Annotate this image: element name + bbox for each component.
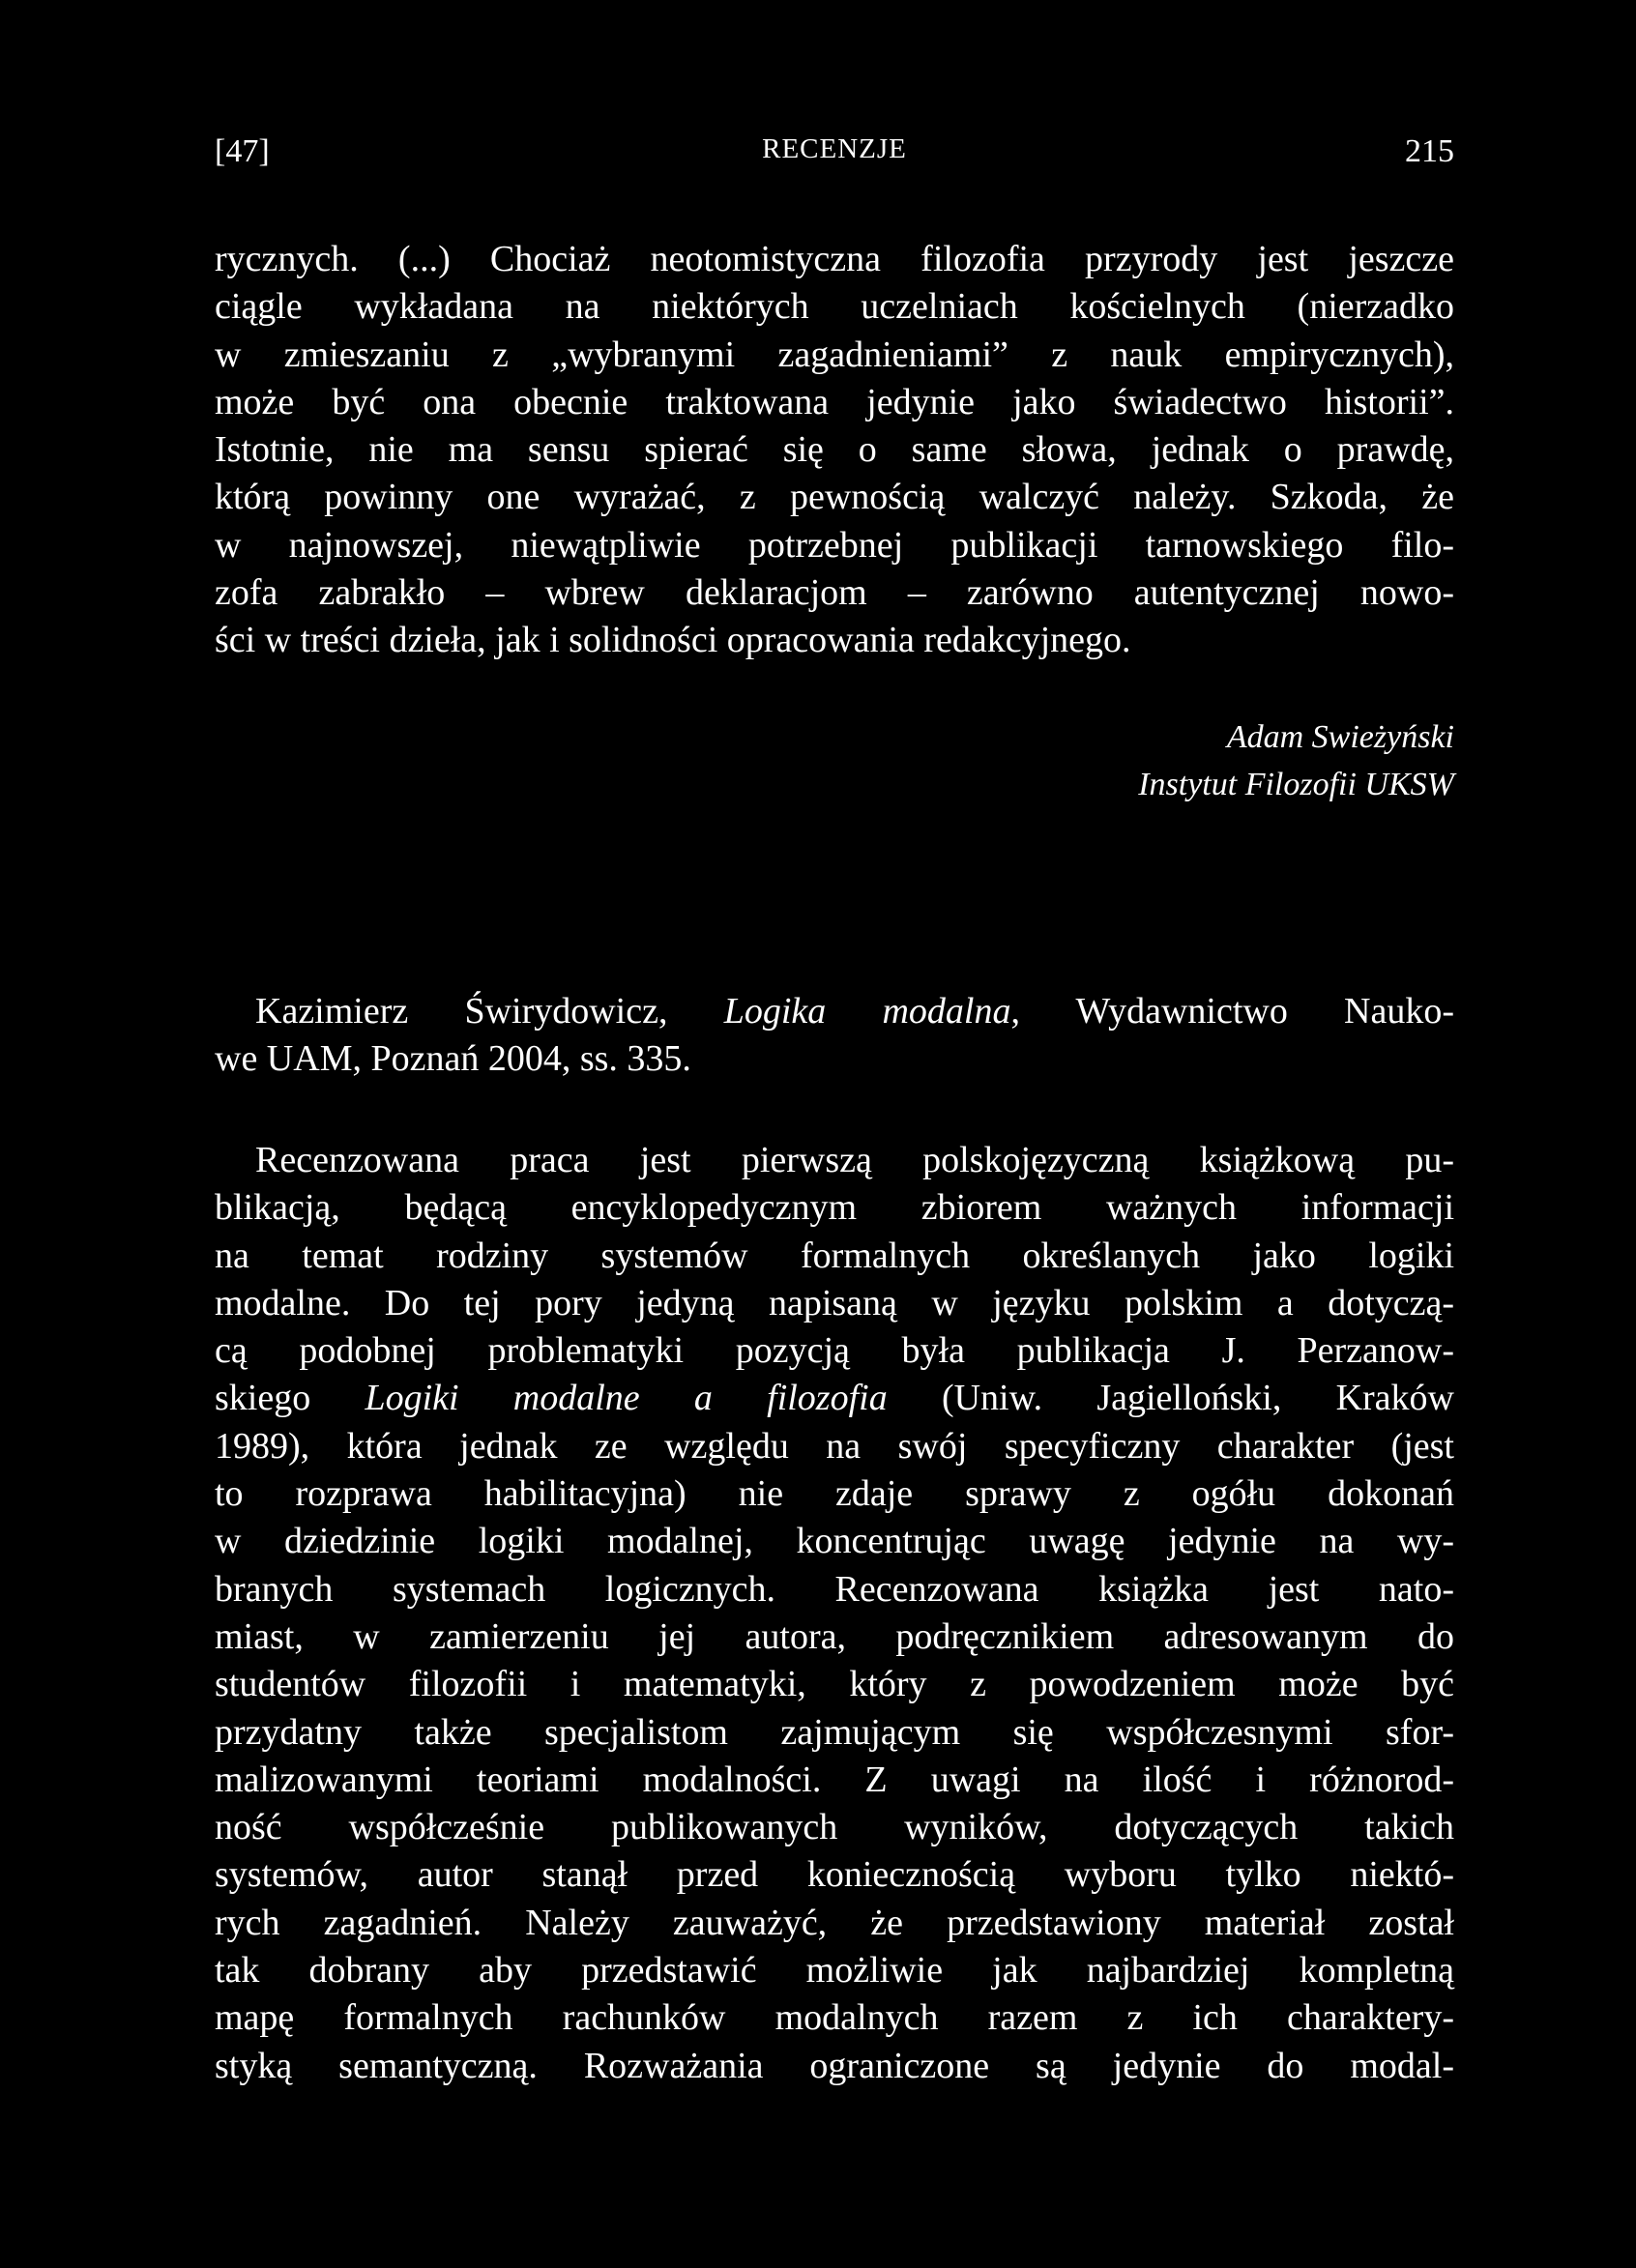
reviewer-signature <box>215 713 1454 809</box>
text-line: rych zagadnień. Należy zauważyć, że przedstawiony materiał został <box>215 1902 1454 1943</box>
text-line: ciągle wykładana na niektórych uczelniach kościelnych (nierzadko <box>215 286 1454 328</box>
text-line: zofa zabrakło – wbrew deklaracjom – zarówno autentycznej nowo- <box>215 572 1454 614</box>
reviewer-institution: Instytut Filozofii UKSW <box>1138 767 1454 803</box>
text-line: tak dobrany aby przedstawić możliwie jak najbardziej kompletną <box>215 1950 1454 1992</box>
review-body-paragraph <box>215 1137 1454 2090</box>
page-number: 215 <box>1405 133 1454 169</box>
text-line: ści w treści dzieła, jak i solidności opracowania redakcyjnego. <box>215 620 1131 661</box>
cited-title: Logiki modalne a filozofia <box>365 1378 888 1419</box>
review-ending-paragraph <box>215 236 1454 665</box>
text-line: modalne. Do tej pory jedyną napisaną w języku polskim a dotyczą- <box>215 1282 1454 1323</box>
book-title: Logika modalna <box>723 991 1011 1032</box>
text-line: blikacją, będącą encyklopedycznym zbiorem ważnych informacji <box>215 1187 1454 1229</box>
text-line: którą powinny one wyrażać, z pewnością walczyć należy. Szkoda, że <box>215 477 1454 518</box>
text-line: w najnowszej, niewątpliwie potrzebnej publikacji tarnowskiego filo- <box>215 524 1454 566</box>
running-header <box>215 133 1454 172</box>
text-line: rycznych. (...) Chociaż neotomistyczna filozofia przyrody jest jeszcze <box>215 239 1454 279</box>
text-line: w zmieszaniu z „wybranymi zagadnieniami” z nauk empirycznych), <box>215 334 1454 375</box>
text-line: Istotnie, nie ma sensu spierać się o same słowa, jednak o prawdę, <box>215 429 1454 471</box>
text-line: przydatny także specjalistom zajmującym się współczesnymi sfor- <box>215 1711 1454 1753</box>
text-line: może być ona obecnie traktowana jedynie jako świadectwo historii”. <box>215 381 1454 422</box>
text-line: w dziedzinie logiki modalnej, koncentrując uwagę jedynie na wy- <box>215 1521 1454 1562</box>
text-line: 1989), która jednak ze względu na swój specyficzny charakter (jest <box>215 1425 1454 1467</box>
page-section-number: [47] <box>215 133 270 169</box>
section-title: RECENZJE <box>762 133 907 164</box>
book-reference-line <box>215 988 1454 1035</box>
text-fragment: (Uniw. Jagielloński, Kraków <box>887 1378 1454 1419</box>
text-line: miast, w zamierzeniu jej autora, podręcznikiem adresowanym do <box>215 1615 1454 1657</box>
text-line: mapę formalnych rachunków modalnych razem z ich charaktery- <box>215 1997 1454 2039</box>
text-line: ność współcześnie publikowanych wyników, dotyczących takich <box>215 1807 1454 1848</box>
book-reference <box>215 988 1454 1084</box>
book-author: Kazimierz Świrydowicz, <box>255 991 724 1032</box>
text-line: na temat rodziny systemów formalnych określanych jako logiki <box>215 1235 1454 1276</box>
text-line: branych systemach logicznych. Recenzowana książka jest nato- <box>215 1568 1454 1610</box>
text-line <box>215 1375 1454 1422</box>
book-publisher: , Wydawnictwo Nauko- <box>1010 991 1454 1032</box>
text-fragment: skiego <box>215 1378 365 1419</box>
text-line: malizowanymi teoriami modalności. Z uwagi na ilość i różnorod- <box>215 1759 1454 1800</box>
text-line: Recenzowana praca jest pierwszą polskojęzyczną książkową pu- <box>255 1140 1454 1180</box>
reviewer-name: Adam Swieżyński <box>1226 719 1454 755</box>
book-reference-line: we UAM, Poznań 2004, ss. 335. <box>215 1038 691 1080</box>
text-line: studentów filozofii i matematyki, który z powodzeniem może być <box>215 1664 1454 1705</box>
text-line: to rozprawa habilitacyjna) nie zdaje sprawy z ogółu dokonań <box>215 1473 1454 1515</box>
text-line: systemów, autor stanął przed koniecznością wyboru tylko niektó- <box>215 1854 1454 1896</box>
text-line: cą podobnej problematyki pozycją była publikacja J. Perzanow- <box>215 1330 1454 1372</box>
text-line: styką semantyczną. Rozważania ograniczone są jedynie do modal- <box>215 2045 1454 2086</box>
